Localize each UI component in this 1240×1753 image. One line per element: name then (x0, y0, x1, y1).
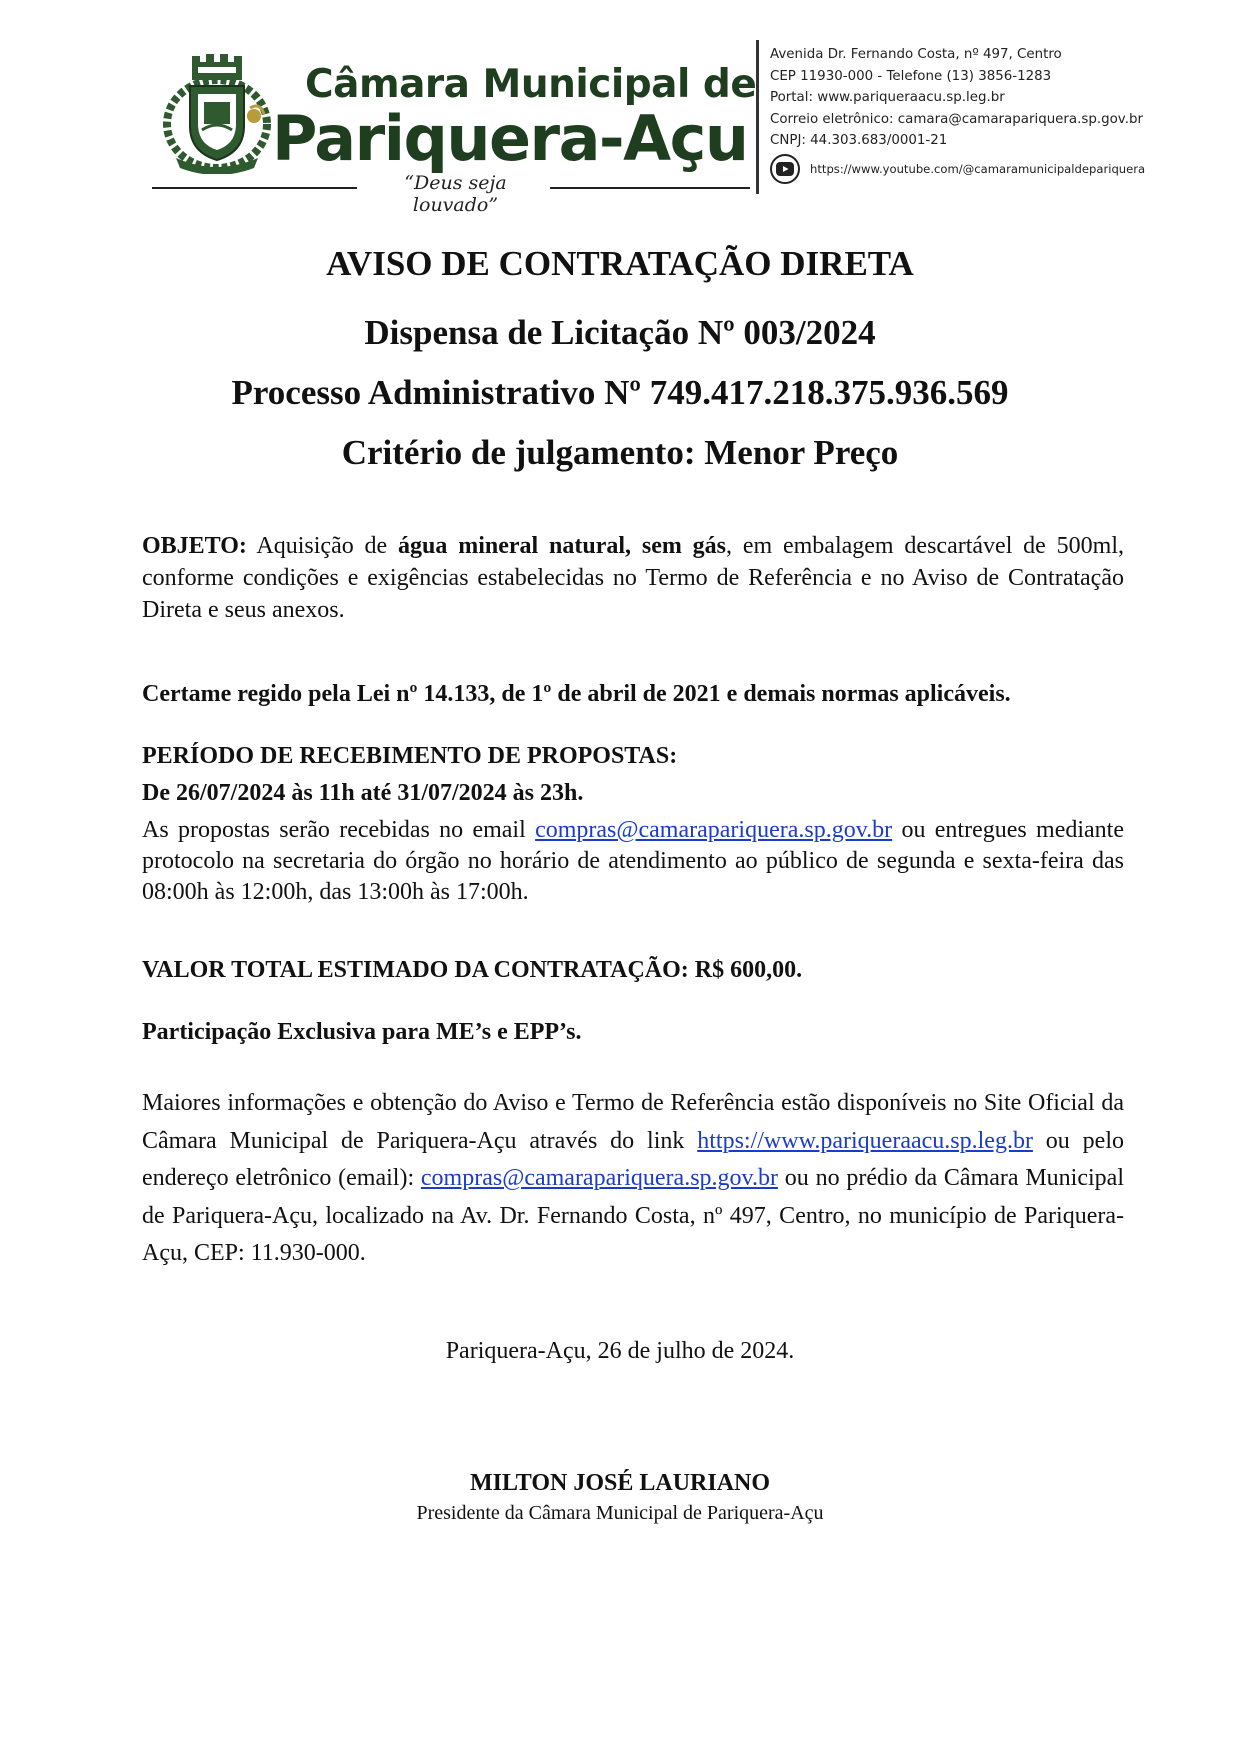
info-text-1: Maiores informações e obtenção do Aviso e Termo de Referência estão disponíveis no Site Oficial da Câmara Municipal de Pariquera-Açu através do link (142, 1090, 1124, 1154)
signatory-role: Presidente da Câmara Municipal de Pariquera-Açu (416, 1502, 824, 1524)
contact-cnpj: CNPJ: 44.303.683/0001-21 (770, 133, 948, 148)
info-email-link[interactable]: compras@camarapariquera.sp.gov.br (420, 1165, 778, 1191)
contact-portal[interactable]: Portal: www.pariqueraacu.sp.leg.br (770, 90, 1005, 105)
contact-address: Avenida Dr. Fernando Costa, nº 497, Centro (770, 47, 1062, 62)
youtube-icon[interactable] (770, 154, 800, 184)
brand-line-2: Pariquera-Açu (272, 102, 748, 175)
contact-block (770, 44, 1143, 152)
legal-basis: Certame regido pela Lei nº 14.133, de 1º de abril de 2021 e demais normas aplicáveis. (142, 681, 1011, 707)
signatory-name: MILTON JOSÉ LAURIANO (469, 1470, 771, 1496)
judgment-criterion: Critério de julgamento: Menor Preço (341, 433, 899, 472)
youtube-row[interactable] (770, 154, 1145, 184)
info-paragraph (142, 1085, 1124, 1273)
objeto-item: água mineral natural, sem gás (398, 533, 727, 559)
objeto-label: OBJETO: (142, 533, 247, 559)
estimated-value: VALOR TOTAL ESTIMADO DA CONTRATAÇÃO: R$ 600,00. (142, 957, 803, 983)
youtube-url[interactable]: https://www.youtube.com/@camaramunicipaldepariquera (810, 162, 1146, 176)
exclusive-participation: Participação Exclusiva para ME’s e EPP’s. (142, 1019, 582, 1045)
info-text-3: ou no prédio da Câmara Municipal de Pariquera-Açu, localizado na Av. Dr. Fernando Costa, nº 497, Centro, no município de Pariquera-Açu, CEP: 11.930-000. (142, 1165, 1124, 1266)
header-vertical-divider (756, 40, 759, 194)
letterhead (150, 40, 1146, 216)
municipal-crest-icon (162, 54, 272, 174)
brand-line-1: Câmara Municipal de (305, 62, 757, 107)
motto-divider-right (550, 187, 750, 189)
proposals-text-2: ou entregues mediante protocolo na secretaria do órgão no horário de atendimento ao público de segunda e sexta-feira das 08:00h às 12:00h, das 13:00h às 17:00h. (142, 817, 1125, 905)
objeto-text-2: , em embalagem descartável de 500ml, conforme condições e exigências estabelecidas no Termo de Referência e no Aviso de Contratação Direta e seus anexos. (142, 533, 1124, 623)
dispensa-number: Dispensa de Licitação Nº 003/2024 (364, 313, 876, 352)
proposals-paragraph (142, 815, 1124, 908)
date-line: Pariquera-Açu, 26 de julho de 2024. (445, 1338, 795, 1364)
period-dates: De 26/07/2024 às 11h até 31/07/2024 às 23h. (142, 780, 584, 806)
motto-divider-left (152, 187, 357, 189)
contact-cep-phone: CEP 11930-000 - Telefone (13) 3856-1283 (770, 68, 1052, 84)
objeto-text-1: Aquisição de (246, 533, 399, 559)
proposals-email-link[interactable]: compras@camarapariquera.sp.gov.br (535, 817, 893, 843)
objeto-paragraph (142, 530, 1124, 626)
period-heading: PERÍODO DE RECEBIMENTO DE PROPOSTAS: (142, 743, 678, 769)
motto: “Deus seja louvado” (404, 172, 507, 216)
proposals-text-1: As propostas serão recebidas no email (142, 817, 536, 843)
site-link[interactable]: https://www.pariqueraacu.sp.leg.br (697, 1127, 1033, 1154)
info-text-2: ou pelo endereço eletrônico (email): (142, 1127, 1124, 1191)
process-number: Processo Administrativo Nº 749.417.218.375.936.569 (231, 373, 1009, 412)
notice-title: AVISO DE CONTRATAÇÃO DIRETA (326, 244, 914, 283)
contact-email[interactable]: Correio eletrônico: camara@camarapariquera.sp.gov.br (770, 111, 1143, 127)
